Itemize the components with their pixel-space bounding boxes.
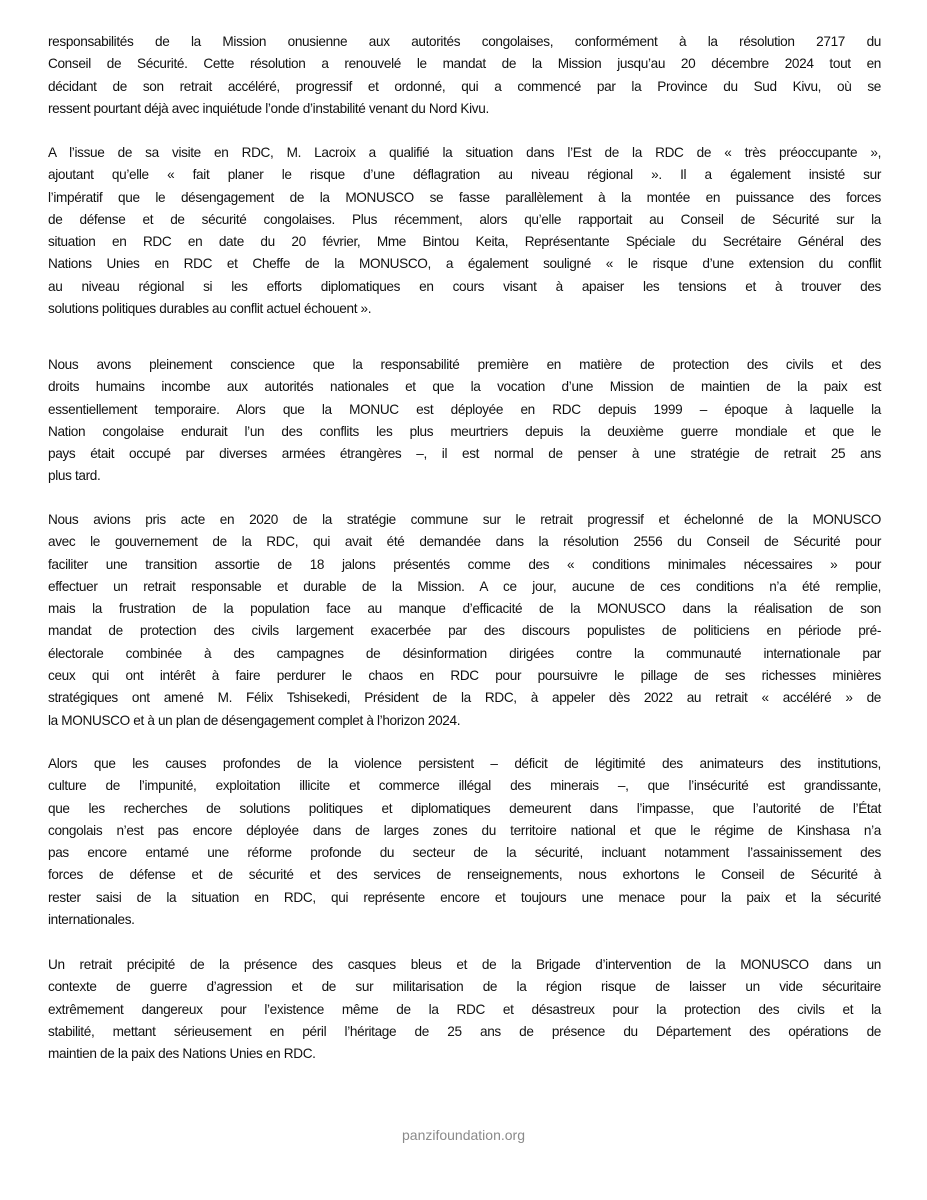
paragraph-2020-strategy	[48, 509, 881, 732]
text-line: droits humains incombe aux autorités nationales et que la vocation d’une Mission de maintien de la paix est	[48, 379, 881, 395]
text-line: solutions politiques durables au conflit actuel échouent ».	[48, 301, 372, 317]
text-line: mandat de protection des civils largement exacerbée par des discours populistes de politiciens en période pré-	[48, 623, 881, 639]
text-line: la MONUSCO et à un plan de désengagement complet à l’horizon 2024.	[48, 712, 461, 728]
text-line: au niveau régional si les efforts diplomatiques en cours visant à apaiser les tensions et à trouver des	[48, 278, 881, 294]
text-line: mais la frustration de la population face au manque d’efficacité de la MONUSCO dans la réalisation de son	[48, 601, 881, 617]
text-line: avec le gouvernement de la RDC, qui avait été demandée dans la résolution 2556 du Conseil de Sécurité pour	[48, 534, 881, 550]
text-line: effectuer un retrait responsable et durable de la Mission. A ce jour, aucune de ces conditions n’a été remplie,	[48, 578, 881, 594]
text-line: stabilité, mettant sérieusement en péril l’héritage de 25 ans de présence du Département des opérations de	[48, 1023, 881, 1039]
text-line: ceux qui ont intérêt à faire perdurer le chaos en RDC pour poursuivre le pillage de ses richesses minières	[48, 668, 881, 684]
text-line: électorale combinée à des campagnes de désinformation dirigées contre la communauté internationale par	[48, 645, 881, 661]
paragraph-national-responsibility	[48, 354, 881, 488]
text-line: Un retrait précipité de la présence des casques bleus et de la Brigade d’intervention de la MONUSCO dans un	[48, 957, 881, 972]
text-line: faciliter une transition assortie de 18 jalons présentés comme des « conditions minimales nécessaires » pour	[48, 556, 881, 572]
text-line: internationales.	[48, 912, 135, 928]
paragraph-root-causes	[48, 753, 881, 931]
text-line: essentiellement temporaire. Alors que la MONUC est déployée en RDC depuis 1999 – époque à laquelle la	[48, 401, 881, 417]
text-line: Conseil de Sécurité. Cette résolution a renouvelé le mandat de la Mission jusqu’au 20 décembre 2024 tout en	[48, 56, 881, 72]
text-line: ressent pourtant déjà avec inquiétude l’onde d’instabilité venant du Nord Kivu.	[48, 100, 489, 116]
text-line: Nations Unies en RDC et Cheffe de la MONUSCO, a également souligné « le risque d’une extension du conflit	[48, 256, 881, 272]
text-line: pas encore entamé une réforme profonde du secteur de la sécurité, incluant notamment l’assainissement des	[48, 845, 881, 861]
paragraph-mandate-renewal	[48, 31, 881, 120]
text-line: extrêmement dangereux pour l’existence même de la RDC et désastreux pour la protection des civils et la	[48, 1001, 881, 1017]
text-line: de défense et de sécurité congolaises. Plus récemment, alors qu’elle rapportait au Conseil de Sécurité sur la	[48, 211, 881, 227]
text-line: maintien de la paix des Nations Unies en RDC.	[48, 1046, 316, 1062]
text-line: pays était occupé par diverses armées étrangères –, il est normal de penser à une stratégie de retrait 25 ans	[48, 446, 881, 462]
text-line: Nation congolaise endurait l’un des conflits les plus meurtriers depuis la deuxième guerre mondiale et que le	[48, 423, 881, 439]
text-line: l’impératif que le désengagement de la MONUSCO se fasse parallèlement à la montée en puissance des forces	[48, 189, 881, 205]
paragraph-lacroix-visit	[48, 142, 881, 320]
text-line: responsabilités de la Mission onusienne aux autorités congolaises, conformément à la résolution 2717 du	[48, 34, 881, 49]
text-line: situation en RDC en date du 20 février, Mme Bintou Keita, Représentante Spéciale du Secrétaire Général des	[48, 234, 881, 250]
text-line: contexte de guerre d’agression et de sur militarisation de la région risque de laisser un vide sécuritaire	[48, 979, 881, 995]
text-line: décidant de son retrait accéléré, progressif et ordonné, qui a commencé par la Province du Sud Kivu, où se	[48, 78, 881, 94]
text-line: Nous avons pleinement conscience que la responsabilité première en matière de protection des civils et des	[48, 357, 881, 372]
text-line: congolais n’est pas encore déployée dans de larges zones du territoire national et que le régime de Kinshasa n’a	[48, 822, 881, 838]
text-line: forces de défense et de sécurité et des services de renseignements, nous exhortons le Conseil de Sécurité à	[48, 867, 881, 883]
text-line: ajoutant qu’elle « fait planer le risque d’une déflagration au niveau régional ». Il a également insisté sur	[48, 167, 881, 183]
text-line: plus tard.	[48, 468, 101, 484]
footer-website: panzifoundation.org	[402, 1127, 525, 1143]
text-line: Alors que les causes profondes de la violence persistent – déficit de légitimité des animateurs des institutions,	[48, 756, 881, 771]
text-line: que les recherches de solutions politiques et diplomatiques demeurent dans l’impasse, que l’autorité de l’État	[48, 800, 881, 816]
text-line: culture de l’impunité, exploitation illicite et commerce illégal des minerais –, que l’insécurité est grandissante,	[48, 778, 881, 794]
text-line: Nous avions pris acte en 2020 de la stratégie commune sur le retrait progressif et échelonné de la MONUSCO	[48, 512, 881, 527]
text-line: stratégiques ont amené M. Félix Tshisekedi, Président de la RDC, à appeler dès 2022 au retrait « accéléré » de	[48, 690, 881, 706]
text-line: rester saisi de la situation en RDC, qui représente encore et toujours une menace pour la paix et la sécurité	[48, 889, 881, 905]
text-line: A l’issue de sa visite en RDC, M. Lacroix a qualifié la situation dans l’Est de la RDC de « très préoccupante »,	[48, 145, 881, 160]
paragraph-withdrawal-risk	[48, 954, 881, 1065]
